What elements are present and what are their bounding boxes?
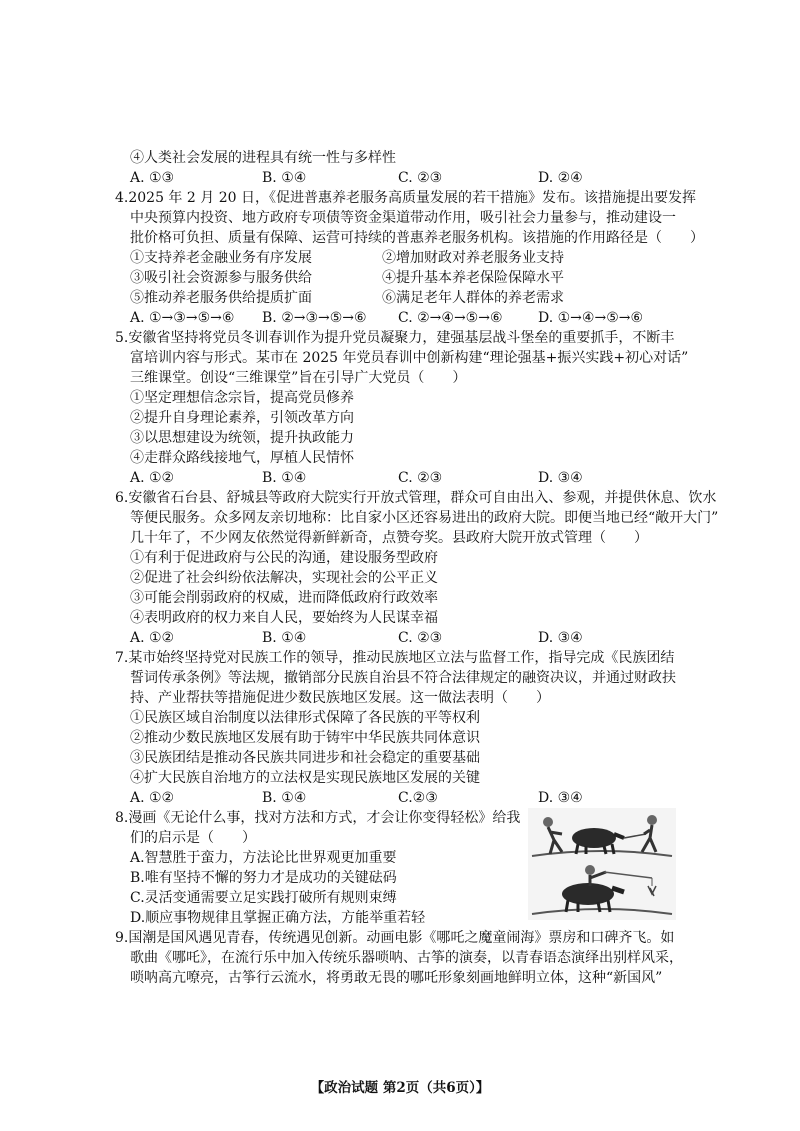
q8-option-b: B.唯有坚持不懈的努力才是成功的关键砝码 xyxy=(130,870,397,886)
q7-statement-2: ②推动少数民族地区发展有助于铸牢中华民族共同体意识 xyxy=(130,730,480,746)
q6-option-b: B. ①④ xyxy=(262,630,307,646)
q5-option-c: C. ②③ xyxy=(398,470,443,486)
q3-option-d: D. ②④ xyxy=(538,170,583,186)
q5-option-a: A. ①② xyxy=(130,470,175,486)
q4-statement-3: ③吸引社会资源参与服务供给 xyxy=(130,270,312,286)
q6-statement-4: ④表明政府的权力来自人民，要始终为人民谋幸福 xyxy=(130,610,438,626)
q8-option-a: A.智慧胜于蛮力，方法论比世界观更加重要 xyxy=(130,850,397,866)
q4-stem-line-2: 中央预算内投资、地方政府专项债等资金渠道带动作用，吸引社会力量参与，推动建设一 xyxy=(130,210,676,226)
q8-option-d: D.顺应事物规律且掌握正确方法，方能举重若轻 xyxy=(130,910,426,926)
q7-stem-line-2: 誓词传承条例》等法规，撤销部分民族自治县不符合法律规定的融资决议，并通过财政扶 xyxy=(130,670,676,686)
q6-stem-line-1: 6.安徽省石台县、舒城县等政府大院实行开放式管理，群众可自由出入、参观，并提供休息、饮水 xyxy=(115,490,717,506)
q8-stem-line-1: 8.漫画《无论什么事，找对方法和方式，才会让你变得轻松》给我 xyxy=(115,810,521,826)
q6-option-a: A. ①② xyxy=(130,630,175,646)
q4-statement-2: ②增加财政对养老服务业支持 xyxy=(382,250,564,266)
q5-option-b: B. ①④ xyxy=(262,470,307,486)
q7-option-c: C.②③ xyxy=(398,790,438,806)
q5-statement-2: ②提升自身理论素养，引领改革方向 xyxy=(130,410,354,426)
q6-statement-3: ③可能会削弱政府的权威，进而降低政府行政效率 xyxy=(130,590,438,606)
q4-option-d: D. ①→④→⑤→⑥ xyxy=(538,310,644,326)
q7-stem-line-3: 持、产业帮扶等措施促进少数民族地区发展。这一做法表明（ ） xyxy=(130,690,550,706)
q6-statement-1: ①有利于促进政府与公民的沟通，建设服务型政府 xyxy=(130,550,438,566)
q6-option-d: D. ③④ xyxy=(538,630,583,646)
q3-option-c: C. ②③ xyxy=(398,170,443,186)
q4-option-b: B. ②→③→⑤→⑥ xyxy=(262,310,367,326)
q4-statement-6: ⑥满足老年人群体的养老需求 xyxy=(382,290,564,306)
q4-option-a: A. ①→③→⑤→⑥ xyxy=(130,310,235,326)
q7-option-d: D. ③④ xyxy=(538,790,583,806)
q7-statement-3: ③民族团结是推动各民族共同进步和社会稳定的重要基础 xyxy=(130,750,480,766)
q6-statement-2: ②促进了社会纠纷依法解决，实现社会的公平正义 xyxy=(130,570,438,586)
q4-stem-line-3: 批价格可负担、质量有保障、运营可持续的普惠养老服务机构。该措施的作用路径是（ ） xyxy=(130,230,704,246)
q7-statement-1: ①民族区域自治制度以法律形式保障了各民族的平等权利 xyxy=(130,710,480,726)
q4-statement-1: ①支持养老金融业务有序发展 xyxy=(130,250,312,266)
q9-stem-line-1: 9.国潮是国风遇见青春，传统遇见创新。动画电影《哪吒之魔童闹海》票房和口碑齐飞。如 xyxy=(115,930,675,946)
q3-statement-4: ④人类社会发展的进程具有统一性与多样性 xyxy=(130,150,396,166)
q5-stem-line-2: 富培训内容与形式。某市在 2025 年党员春训中创新构建“理论强基+振兴实践+初心对话” xyxy=(130,350,689,366)
q4-stem-line-1: 4.2025 年 2 月 20 日，《促进普惠养老服务高质量发展的若干措施》发布。该措施提出要发挥 xyxy=(115,190,696,206)
q7-option-b: B. ①④ xyxy=(262,790,307,806)
q6-stem-line-3: 几十年了，不少网友依然觉得新鲜新奇，点赞夸奖。县政府大院开放式管理（ ） xyxy=(130,530,648,546)
q4-statement-5: ⑤推动养老服务供给提质扩面 xyxy=(130,290,312,306)
q3-option-b: B. ①④ xyxy=(262,170,307,186)
q6-option-c: C. ②③ xyxy=(398,630,443,646)
q7-option-a: A. ①② xyxy=(130,790,175,806)
q8-stem-line-2: 们的启示是（ ） xyxy=(130,830,256,846)
q5-stem-line-3: 三维课堂。创设“三维课堂”旨在引导广大党员（ ） xyxy=(130,370,467,386)
q5-statement-1: ①坚定理想信念宗旨，提高党员修养 xyxy=(130,390,354,406)
q5-option-d: D. ③④ xyxy=(538,470,583,486)
q4-option-c: C. ②→④→⑤→⑥ xyxy=(398,310,503,326)
q5-statement-4: ④走群众路线接地气，厚植人民情怀 xyxy=(130,450,354,466)
q8-option-c: C.灵活变通需要立足实践打破所有规则束缚 xyxy=(130,890,397,906)
page-footer: 【政治试题 第2页（共6页）】 xyxy=(310,1080,490,1096)
q3-option-a: A. ①③ xyxy=(130,170,175,186)
q9-stem-line-2: 歌曲《哪吒》，在流行乐中加入传统乐器唢呐、古筝的演奏，以青春语态演绎出别样风采， xyxy=(130,950,683,966)
q5-statement-3: ③以思想建设为统领，提升执政能力 xyxy=(130,430,354,446)
q7-stem-line-1: 7.某市始终坚持党对民族工作的领导，推动民族地区立法与监督工作，指导完成《民族团结 xyxy=(115,650,675,666)
q7-statement-4: ④扩大民族自治地方的立法权是实现民族地区发展的关键 xyxy=(130,770,480,786)
cartoon-illustration xyxy=(528,808,676,920)
q4-statement-4: ④提升基本养老保险保障水平 xyxy=(382,270,564,286)
q5-stem-line-1: 5.安徽省坚持将党员冬训春训作为提升党员凝聚力，建强基层战斗堡垒的重要抓手，不断丰 xyxy=(115,330,675,346)
q6-stem-line-2: 等便民服务。众多网友亲切地称：比自家小区还容易进出的政府大院。即便当地已经“敞开大门” xyxy=(130,510,719,526)
q9-stem-line-3: 唢呐高亢嘹亮，古筝行云流水，将勇敢无畏的哪吒形象刻画地鲜明立体，这种“新国风” xyxy=(130,970,663,986)
